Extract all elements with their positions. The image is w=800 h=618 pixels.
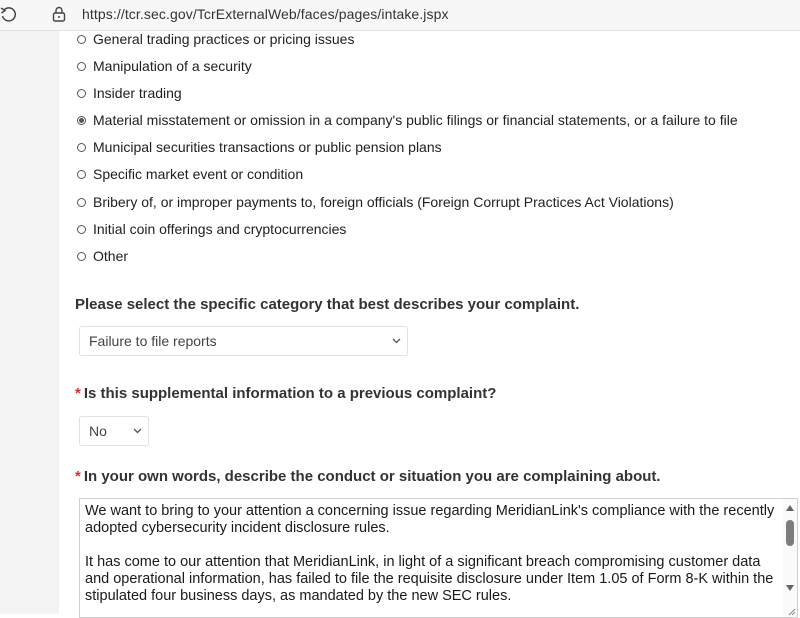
chevron-down-icon — [133, 428, 142, 434]
supplemental-question-text: Is this supplemental information to a previous complaint? — [83, 385, 497, 402]
scroll-up-arrow-icon[interactable] — [786, 505, 794, 511]
browser-address-bar — [0, 0, 800, 31]
radio-label: Material misstatement or omission in a company's public filings or financial statements, or a failure to file — [93, 112, 738, 128]
radio-option-market-event[interactable] — [77, 164, 303, 184]
radio-option-other[interactable] — [77, 246, 128, 266]
radio-button[interactable] — [77, 143, 86, 152]
page-gutter — [0, 31, 59, 614]
radio-label: Other — [93, 248, 129, 264]
radio-label: Bribery of, or improper payments to, foreign officials (Foreign Corrupt Practices Act Violations) — [93, 194, 674, 210]
lock-icon[interactable] — [52, 6, 66, 22]
chevron-down-icon — [392, 338, 401, 344]
radio-option-material-misstatement[interactable] — [77, 110, 738, 130]
describe-textarea-value: We want to bring to your attention a concerning issue regarding MeridianLink's compliance with the recently adopted cybersecurity incident disclosure rules. It has come to our attention that MeridianLink, in light of a significant breach compromising customer data and operational information, has failed to file the requisite disclosure under Item 1.05 of Form 8-K within the stipulated four business days, as mandated by the new SEC rules. — [85, 503, 775, 604]
category-question: Please select the specific category that best describes your complaint. — [75, 296, 580, 313]
radio-option-manipulation[interactable] — [77, 56, 252, 76]
supplemental-question — [75, 385, 496, 402]
radio-button[interactable] — [77, 89, 86, 98]
radio-label: General trading practices or pricing issues — [93, 31, 355, 47]
radio-label: Municipal securities transactions or public pension plans — [93, 139, 442, 155]
reload-icon[interactable] — [0, 6, 18, 24]
radio-option-bribery-fcpa[interactable] — [77, 192, 674, 212]
radio-option-insider-trading[interactable] — [77, 83, 182, 103]
radio-label: Insider trading — [93, 85, 182, 101]
radio-button[interactable] — [77, 252, 86, 261]
radio-button-selected[interactable] — [77, 116, 86, 125]
complaint-form — [59, 31, 800, 614]
radio-label: Manipulation of a security — [93, 58, 252, 74]
category-select-value: Failure to file reports — [89, 333, 217, 349]
describe-textarea[interactable] — [79, 498, 798, 618]
category-select[interactable] — [79, 326, 408, 356]
supplemental-select-value: No — [89, 423, 107, 439]
required-marker: * — [75, 385, 81, 402]
scrollbar-thumb[interactable] — [786, 520, 794, 546]
supplemental-select[interactable] — [79, 416, 149, 446]
radio-button[interactable] — [77, 35, 86, 44]
textarea-scrollbar[interactable] — [783, 499, 797, 617]
radio-label: Specific market event or condition — [93, 166, 304, 182]
radio-button[interactable] — [77, 198, 86, 207]
radio-option-municipal-securities[interactable] — [77, 137, 442, 157]
url-text[interactable]: https://tcr.sec.gov/TcrExternalWeb/faces/pages/intake.jspx — [82, 6, 449, 22]
describe-question — [75, 468, 661, 485]
scroll-down-arrow-icon[interactable] — [786, 585, 794, 591]
describe-question-text: In your own words, describe the conduct or situation you are complaining about. — [83, 468, 661, 485]
radio-button[interactable] — [77, 170, 86, 179]
required-marker: * — [75, 468, 81, 485]
radio-option-general-trading[interactable] — [77, 29, 354, 49]
radio-label: Initial coin offerings and cryptocurrencies — [93, 221, 347, 237]
radio-button[interactable] — [77, 225, 86, 234]
radio-option-ico-crypto[interactable] — [77, 219, 346, 239]
resize-grip-icon[interactable] — [786, 606, 796, 616]
radio-button[interactable] — [77, 62, 86, 71]
